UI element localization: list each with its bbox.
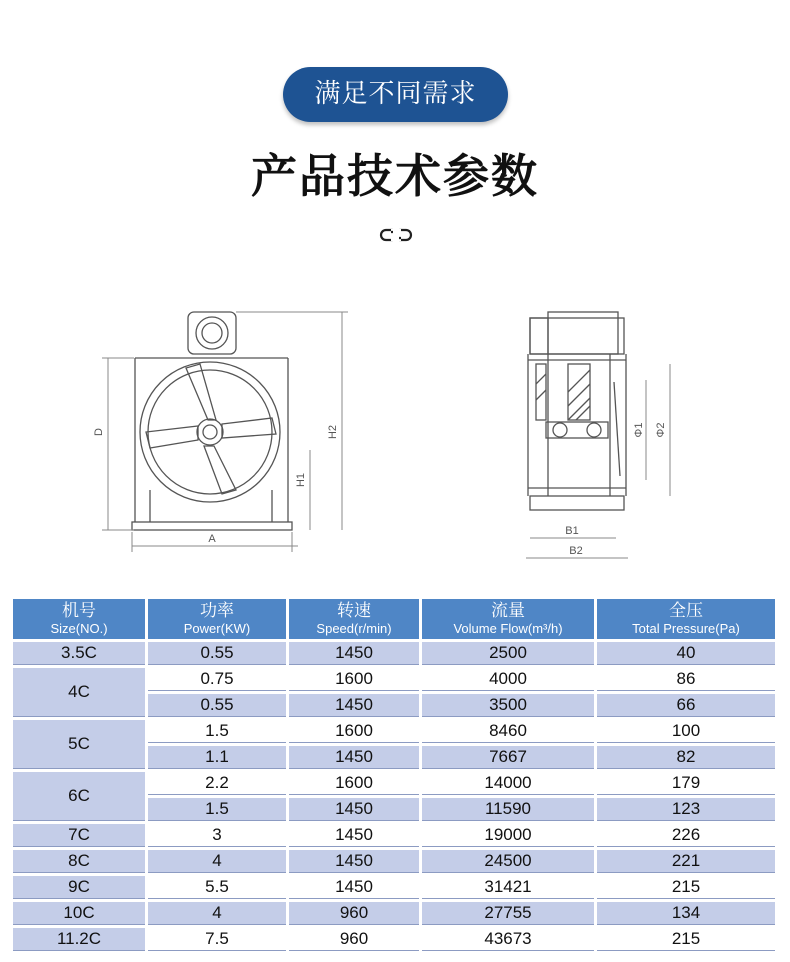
dim-label-h2: H2 xyxy=(327,424,339,440)
cell-pressure: 134 xyxy=(597,902,775,925)
link-icon xyxy=(379,226,413,244)
cell-power: 4 xyxy=(148,850,286,873)
cell-size: 5C xyxy=(13,720,145,769)
fan-technical-drawing xyxy=(90,300,667,580)
table-row xyxy=(13,928,775,951)
cell-power: 2.2 xyxy=(148,772,286,795)
header-flow: 流量 Volume Flow(m³/h) xyxy=(422,599,594,639)
header-size: 机号 Size(NO.) xyxy=(13,599,145,639)
cell-pressure: 86 xyxy=(597,668,775,691)
cell-flow: 24500 xyxy=(422,850,594,873)
cell-size: 6C xyxy=(13,772,145,821)
cell-pressure: 82 xyxy=(597,746,775,769)
header-power: 功率 Power(KW) xyxy=(148,599,286,639)
cell-flow: 27755 xyxy=(422,902,594,925)
cell-size: 11.2C xyxy=(13,928,145,951)
cell-flow: 14000 xyxy=(422,772,594,795)
dim-label-b2: B2 xyxy=(569,545,583,557)
dim-label-b1: B1 xyxy=(565,525,579,537)
cell-speed: 1450 xyxy=(289,824,419,847)
cell-size: 8C xyxy=(13,850,145,873)
page-title: 产品技术参数 xyxy=(251,149,539,203)
side-view xyxy=(526,312,670,558)
table-row xyxy=(13,824,775,847)
section-badge: 满足不同需求 xyxy=(283,67,508,122)
spec-table xyxy=(10,596,778,954)
cell-size: 4C xyxy=(13,668,145,717)
cell-flow: 4000 xyxy=(422,668,594,691)
table-row xyxy=(13,876,775,899)
cell-power: 1.5 xyxy=(148,798,286,821)
cell-pressure: 66 xyxy=(597,694,775,717)
cell-speed: 1450 xyxy=(289,694,419,717)
cell-power: 1.5 xyxy=(148,720,286,743)
cell-flow: 2500 xyxy=(422,642,594,665)
table-row xyxy=(13,850,775,873)
cell-power: 0.75 xyxy=(148,668,286,691)
cell-flow: 19000 xyxy=(422,824,594,847)
cell-size: 3.5C xyxy=(13,642,145,665)
cell-pressure: 40 xyxy=(597,642,775,665)
cell-speed: 1450 xyxy=(289,642,419,665)
cell-speed: 1600 xyxy=(289,668,419,691)
cell-pressure: 215 xyxy=(597,928,775,951)
cell-flow: 3500 xyxy=(422,694,594,717)
cell-speed: 1600 xyxy=(289,720,419,743)
cell-pressure: 221 xyxy=(597,850,775,873)
dim-label-a: A xyxy=(208,533,216,545)
cell-speed: 1600 xyxy=(289,772,419,795)
cell-pressure: 123 xyxy=(597,798,775,821)
cell-pressure: 215 xyxy=(597,876,775,899)
cell-speed: 960 xyxy=(289,902,419,925)
cell-power: 0.55 xyxy=(148,694,286,717)
cell-size: 7C xyxy=(13,824,145,847)
table-row xyxy=(13,642,775,665)
dim-label-dia-2: Φ2 xyxy=(655,422,667,438)
cell-flow: 31421 xyxy=(422,876,594,899)
cell-speed: 1450 xyxy=(289,876,419,899)
dim-label-dia-1: Φ1 xyxy=(633,422,645,438)
cell-power: 7.5 xyxy=(148,928,286,951)
cell-pressure: 226 xyxy=(597,824,775,847)
cell-flow: 7667 xyxy=(422,746,594,769)
cell-flow: 43673 xyxy=(422,928,594,951)
table-row xyxy=(13,720,775,743)
cell-speed: 1450 xyxy=(289,850,419,873)
dim-label-h1: H1 xyxy=(295,472,307,488)
header-speed: 转速 Speed(r/min) xyxy=(289,599,419,639)
cell-power: 4 xyxy=(148,902,286,925)
cell-flow: 11590 xyxy=(422,798,594,821)
cell-flow: 8460 xyxy=(422,720,594,743)
header-pressure: 全压 Total Pressure(Pa) xyxy=(597,599,775,639)
cell-size: 9C xyxy=(13,876,145,899)
cell-power: 5.5 xyxy=(148,876,286,899)
front-view xyxy=(102,312,348,552)
cell-speed: 1450 xyxy=(289,746,419,769)
cell-power: 0.55 xyxy=(148,642,286,665)
table-row xyxy=(13,772,775,795)
cell-size: 10C xyxy=(13,902,145,925)
table-row xyxy=(13,668,775,691)
cell-speed: 1450 xyxy=(289,798,419,821)
dim-label-d: D xyxy=(93,428,105,436)
cell-pressure: 179 xyxy=(597,772,775,795)
table-header-row xyxy=(13,599,775,639)
cell-power: 3 xyxy=(148,824,286,847)
cell-pressure: 100 xyxy=(597,720,775,743)
table-row xyxy=(13,902,775,925)
cell-speed: 960 xyxy=(289,928,419,951)
cell-power: 1.1 xyxy=(148,746,286,769)
